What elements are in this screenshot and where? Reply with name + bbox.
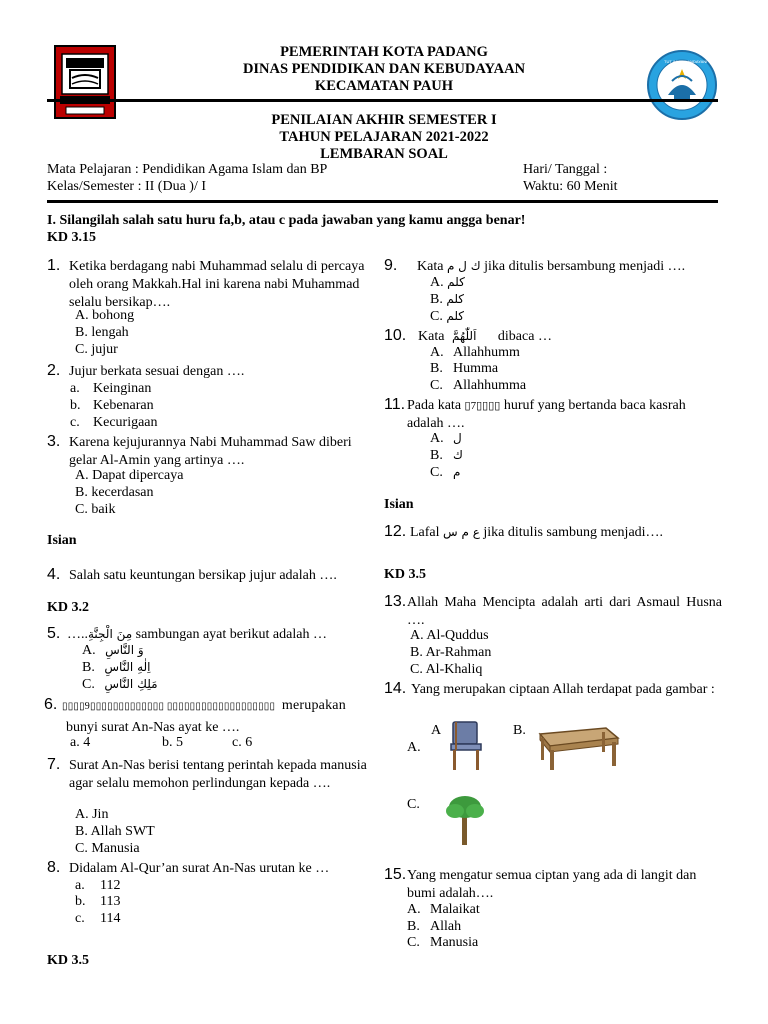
question-text: Lafal ع م س jika ditulis sambung menjadi…. xyxy=(410,525,664,540)
school-year: TAHUN PELAJARAN 2021-2022 xyxy=(279,129,489,145)
question-3 xyxy=(47,434,367,470)
q3-option-b[interactable]: B. kecerdasan xyxy=(75,485,154,500)
q9-option-a[interactable]: A. كلم xyxy=(430,275,465,290)
question-number: 15. xyxy=(384,866,407,883)
exam-title: PENILAIAN AKHIR SEMESTER I xyxy=(271,112,497,128)
q11-option-b[interactable]: B. ك xyxy=(430,448,463,463)
question-text: Ketika berdagang nabi Muhammad selalu di percaya oleh orang Makkah.Hal ini karena nabi Muhammad selalu bersikap…. xyxy=(69,259,365,310)
q13-option-a[interactable]: A. Al-Quddus xyxy=(410,628,489,643)
q11-option-c[interactable]: C. م xyxy=(430,465,461,480)
header-government: PEMERINTAH KOTA PADANG xyxy=(280,44,488,60)
question-11 xyxy=(384,397,722,433)
question-1 xyxy=(47,258,367,312)
question-4 xyxy=(47,567,377,584)
section-kd35-right: KD 3.5 xyxy=(384,567,426,582)
section-kd32: KD 3.2 xyxy=(47,600,89,615)
q15-option-a[interactable]: A. Malaikat xyxy=(407,902,480,917)
q14-option-c[interactable]: C. xyxy=(407,797,420,812)
tree-image[interactable] xyxy=(443,793,487,847)
question-number: 9. xyxy=(384,257,398,274)
question-9 xyxy=(384,258,724,275)
q3-option-c[interactable]: C. baik xyxy=(75,502,116,517)
subject-label: Mata Pelajaran : Pendidikan Agama Islam dan BP xyxy=(47,162,328,177)
q9-option-b[interactable]: B. كلم xyxy=(430,292,465,307)
question-2 xyxy=(47,363,367,380)
q8-option-c[interactable]: c. 114 xyxy=(75,911,121,926)
question-text: Didalam Al-Qur’an surat An-Nas urutan ke … xyxy=(69,861,330,876)
question-number: 6. xyxy=(44,696,58,713)
q5-option-c[interactable]: C. مَلِكِ النَّاسِ xyxy=(82,677,158,692)
question-text-line2: bunyi surat An-Nas ayat ke …. xyxy=(66,720,240,735)
q2-option-b[interactable]: b. Kebenaran xyxy=(70,398,154,413)
q15-option-b[interactable]: B. Allah xyxy=(407,919,462,934)
q11-option-a[interactable]: A. ل xyxy=(430,431,462,446)
question-15 xyxy=(384,867,722,902)
question-text: Allah Maha Mencipta adalah arti dari Asmaul Husna …. xyxy=(407,595,722,628)
q10-option-c[interactable]: C. Allahhumma xyxy=(430,378,527,393)
section-kd315: KD 3.15 xyxy=(47,230,96,245)
question-8 xyxy=(47,860,377,877)
question-6 xyxy=(44,697,374,736)
sheet-title: LEMBARAN SOAL xyxy=(320,146,448,162)
q9-option-c[interactable]: C. كلم xyxy=(430,309,465,324)
q6-option-a[interactable]: a. 4 xyxy=(70,735,91,750)
question-text: Yang merupakan ciptaan Allah terdapat pada gambar : xyxy=(411,682,715,697)
question-number: 10. xyxy=(384,327,407,344)
q15-option-c[interactable]: C. Manusia xyxy=(407,935,479,950)
question-text: Jujur berkata sesuai dengan …. xyxy=(69,364,245,379)
question-14 xyxy=(384,681,722,699)
question-text: Yang mengatur semua ciptan yang ada di langit dan bumi adalah…. xyxy=(407,868,697,901)
q2-option-a[interactable]: a. Keinginan xyxy=(70,381,152,396)
q5-option-b[interactable]: B. اِلٰهِ النَّاسِ xyxy=(82,660,151,675)
question-7 xyxy=(47,757,367,792)
chair-image[interactable] xyxy=(443,720,487,772)
question-text: Pada kata ▯7▯▯▯▯ huruf yang bertanda baca kasrah adalah …. xyxy=(407,398,686,431)
logo-motto: TUT WURI HANDAYANI xyxy=(664,59,708,64)
header-department: DINAS PENDIDIKAN DAN KEBUDAYAAN xyxy=(242,61,526,77)
question-number: 4. xyxy=(47,566,61,583)
q14-option-a[interactable]: A. xyxy=(407,740,421,755)
header-rule xyxy=(47,99,718,102)
q14-option-b[interactable]: B. xyxy=(513,723,526,738)
question-number: 11. xyxy=(384,396,406,413)
question-text: Kata اَللّٰهُمَّ dibaca … xyxy=(418,329,552,344)
header-district: KECAMATAN PAUH xyxy=(314,78,454,94)
section-kd35-left: KD 3.5 xyxy=(47,953,89,968)
meta-rule xyxy=(47,200,718,203)
q2-option-c[interactable]: c. Kecurigaan xyxy=(70,415,158,430)
question-text: Surat An-Nas berisi tentang perintah kepada manusia agar selalu memohon perlindungan kepada …. xyxy=(69,758,367,791)
question-text: …..مِنَ الْجِنَّةِ sambungan ayat berikut adalah … xyxy=(67,627,327,642)
q7-option-a[interactable]: A. Jin xyxy=(75,807,109,822)
q1-option-b[interactable]: B. lengah xyxy=(75,325,129,340)
section-isian-right: Isian xyxy=(384,497,414,512)
question-number: 2. xyxy=(47,362,61,379)
q1-option-a[interactable]: A. bohong xyxy=(75,308,135,323)
q10-option-a[interactable]: A. Allahhumm xyxy=(430,345,520,360)
class-label: Kelas/Semester : II (Dua )/ I xyxy=(47,179,206,194)
question-number: 5. xyxy=(47,625,61,642)
day-label: Hari/ Tanggal : xyxy=(523,162,608,177)
question-text: ▯▯▯▯9▯▯▯▯▯▯▯▯▯▯▯▯▯ ▯▯▯▯▯▯▯▯▯▯▯▯▯▯▯▯▯▯▯ merupakan xyxy=(62,698,346,713)
section-isian-left: Isian xyxy=(47,533,77,548)
q3-option-a[interactable]: A. Dapat dipercaya xyxy=(75,468,184,483)
q7-option-b[interactable]: B. Allah SWT xyxy=(75,824,155,839)
question-10 xyxy=(384,328,724,345)
question-number: 14. xyxy=(384,680,407,697)
question-text: Salah satu keuntungan bersikap jujur adalah …. xyxy=(69,568,337,583)
q13-option-b[interactable]: B. Ar-Rahman xyxy=(410,645,492,660)
question-number: 1. xyxy=(47,257,61,274)
question-number: 13. xyxy=(384,593,407,610)
instruction: I. Silangilah salah satu huru fa,b, atau c pada jawaban yang kamu angga benar! xyxy=(47,213,526,228)
q6-option-b[interactable]: b. 5 xyxy=(162,735,183,750)
question-5 xyxy=(47,626,377,643)
q10-option-b[interactable]: B. Humma xyxy=(430,361,499,376)
question-12 xyxy=(384,524,724,541)
q14-label-a-top: A xyxy=(431,723,442,738)
question-number: 12. xyxy=(384,523,407,540)
q7-option-c[interactable]: C. Manusia xyxy=(75,841,140,856)
q1-option-c[interactable]: C. jujur xyxy=(75,342,118,357)
q8-option-a[interactable]: a. 112 xyxy=(75,878,121,893)
question-text: Karena kejujurannya Nabi Muhammad Saw diberi gelar Al-Amin yang artinya …. xyxy=(69,435,352,468)
time-label: Waktu: 60 Menit xyxy=(523,179,618,194)
q13-option-c[interactable]: C. Al-Khaliq xyxy=(410,662,483,677)
question-13 xyxy=(384,594,722,629)
question-number: 7. xyxy=(47,756,61,773)
question-text: Kata ك ل م jika ditulis bersambung menjadi …. xyxy=(417,259,686,274)
q8-option-b[interactable]: b. 113 xyxy=(75,894,121,909)
q6-option-c[interactable]: c. 6 xyxy=(232,735,253,750)
table-image[interactable] xyxy=(536,724,620,772)
q5-option-a[interactable]: A. وَ النَّاسِ xyxy=(82,643,144,658)
question-number: 3. xyxy=(47,433,61,450)
question-number: 8. xyxy=(47,859,61,876)
